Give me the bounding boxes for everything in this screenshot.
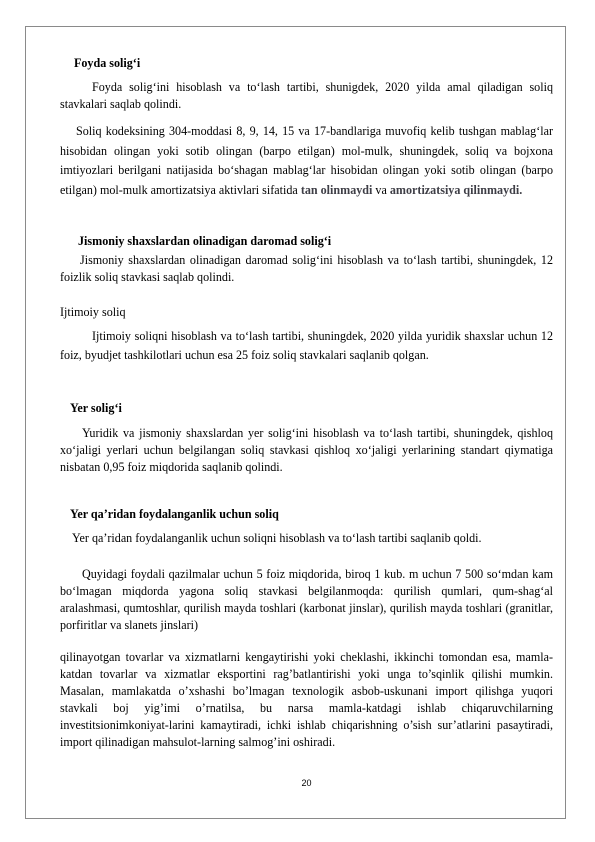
paragraph-foyda-2-text: Soliq kodeksining 304-moddasi 8, 9, 14, 15 va 17-bandlariga muvofiq kelib tushgan mablag‘lar hisobidan olingan yoki sotib olingan (barpo etilgan) mol-mulk, shuningdek, soliq va bojxona imtiyozlari berilgani natijasida bo‘shagan mablag‘lar hisobidan olingan yoki sotib olingan (barpo etilgan) mol-mulk amortizatsiya aktivlari sifatida: [60, 124, 553, 198]
heading-foyda-soligi: Foyda solig‘i: [74, 56, 141, 70]
heading-yer-soligi: Yer solig‘i: [70, 401, 122, 415]
heading-jismoniy-shaxslar: Jismoniy shaxslardan olinadigan daromad solig‘i: [78, 234, 332, 248]
paragraph-yerqa-1: Yer qa’ridan foydalanganlik uchun soliqni hisoblash va to‘lash tartibi saqlanib qoldi.: [72, 531, 482, 545]
paragraph-foyda-2: [60, 122, 553, 201]
heading-ijtimoiy-soliq: Ijtimoiy soliq: [60, 305, 126, 319]
highlight-tan-olinmaydi: tan olinmaydi: [300, 183, 373, 198]
paragraph-jismoniy-1: Jismoniy shaxslardan olinadigan daromad solig‘ini hisoblash va to‘lash tartibi, shuningdek, 12 foizlik soliq stavkasi saqlab qolindi.: [60, 253, 553, 284]
paragraph-yer-1: Yuridik va jismoniy shaxslardan yer solig‘ini hisoblash va to‘lash tartibi, shuningdek, qishloq xo‘jaligi yerlari uchun belgilangan soliq stavkasi qishloq xo‘jaligi yerlarining standart qiymatiga nisbatan 0,95 foiz miqdorida saqlanib qolindi.: [60, 426, 553, 474]
page-number: 20: [301, 778, 312, 788]
heading-yer-qaridan: Yer qa’ridan foydalanganlik uchun soliq: [70, 507, 279, 521]
paragraph-ijtimoiy-1: Ijtimoiy soliqni hisoblash va to‘lash tartibi, shuningdek, 2020 yilda yuridik shaxslar uchun 12 foiz, byudjet tashkilotlari uchun esa 25 foiz soliq stavkalari saqlanib qolgan.: [60, 329, 553, 362]
paragraph-foyda-2-conj: va: [375, 183, 387, 198]
paragraph-foyda-1: Foyda solig‘ini hisoblash va to‘lash tartibi, shunigdek, 2020 yilda amal qiladigan soliq stavkalari saqlab qolindi.: [60, 80, 553, 111]
highlight-amortizatsiya: amortizatsiya qilinmaydi.: [389, 183, 523, 198]
paragraph-yerqa-3: qilinayotgan tovarlar va xizmatlarni kengaytirishi yoki cheklashi, ikkinchi tomondan esa, mamla-katdan tovarlar va xizmatlar eksportini rag’batlantirishi yoki unga to’sqinlik qilishi mumkin. Masalan, mamlakatda o’xshashi bo’lmagan texnologik asbob-uskunani import qilishga yuqori stavkali boj yig’imi o’rnatilsa, bu narsa mamla-katdagi ishlab chiqaruvchilarning investitsionimkoniyat-larini kamaytiradi, ichki ishlab chiqarishning o’sish sur’atlarini pasaytiradi, import qilinadigan mahsulot-larning salmog’ini oshiradi.: [60, 650, 553, 749]
paragraph-yerqa-2: Quyidagi foydali qazilmalar uchun 5 foiz miqdorida, biroq 1 kub. m uchun 7 500 so‘mdan kam bo‘lmagan miqdorda yagona soliq stavkasi belgilanmoqda: qurilish qumlari, qum-shag‘al aralashmasi, qumtoshlar, qurilish mayda toshlari (karbonat jinslar), qurilish mayda toshlari (granitlar, porfiritlar va slanets jinslari): [60, 567, 553, 632]
